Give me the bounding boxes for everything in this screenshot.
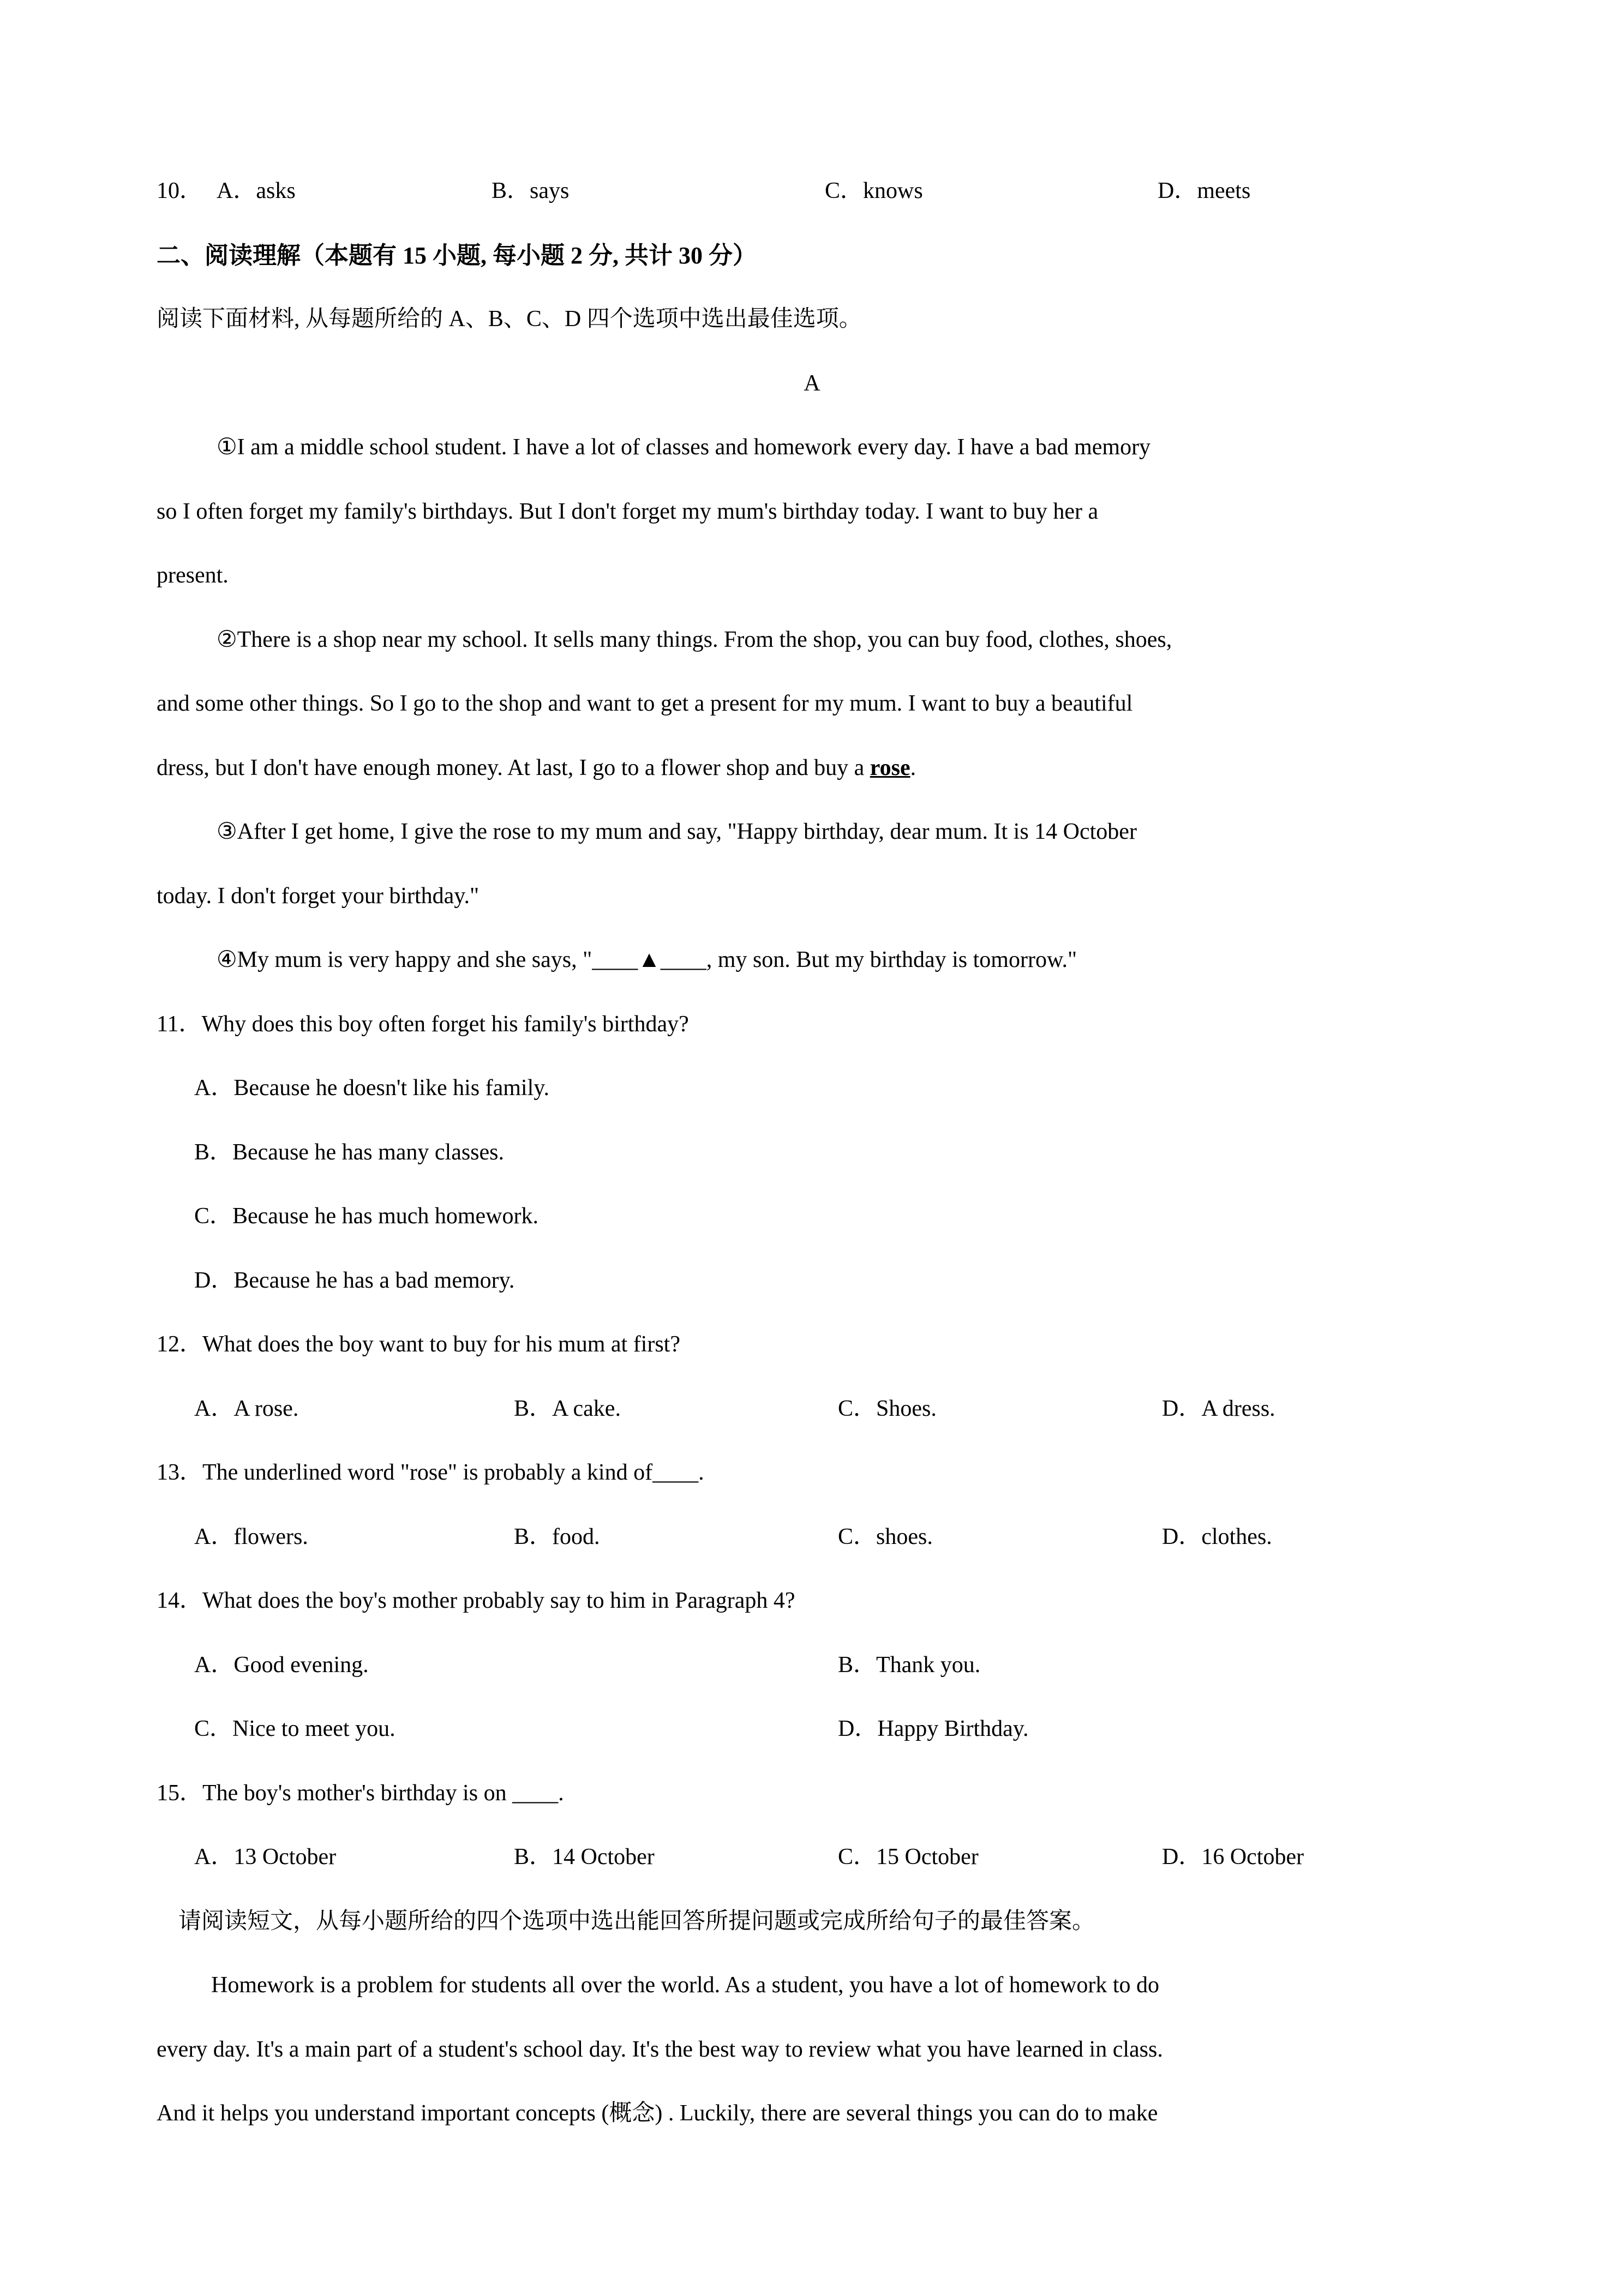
section-2b-instruction: 请阅读短文，从每小题所给的四个选项中选出能回答所提问题或完成所给句子的最佳答案。 (178, 1908, 1095, 1934)
passage-b-line-3: And it helps you understand important concepts (概念) . Luckily, there are several things you can do to make (157, 2101, 1158, 2126)
passage-a-paragraph-3-line-2: today. I don't forget your birthday." (157, 883, 480, 909)
section-2-heading: 二、阅读理解（本题有 15 小题, 每小题 2 分, 共计 30 分） (157, 242, 757, 269)
question-15-stem: 15．The boy's mother's birthday is on ____. (157, 1780, 564, 1806)
question-12-options-row (157, 1377, 1467, 1441)
question-10-option-d: D．meets (1158, 178, 1251, 203)
passage-b-line-1: Homework is a problem for students all over the world. As a student, you have a lot of homework to do (211, 1973, 1159, 1998)
question-12-option-d: D．A dress. (1162, 1396, 1275, 1421)
passage-a-paragraph-1-line-3: present. (157, 563, 229, 588)
question-10-option-b: B．says (492, 178, 570, 203)
question-13-options-row (157, 1505, 1467, 1570)
question-15-options-row (157, 1825, 1467, 1890)
question-11-option-b: B．Because he has many classes. (194, 1139, 505, 1165)
question-15-option-a: A．13 October (194, 1844, 337, 1870)
question-14-option-c: C．Nice to meet you. (194, 1716, 395, 1741)
question-11-stem: 11．Why does this boy often forget his family's birthday? (157, 1011, 689, 1037)
paragraph-2-line-3-text: dress, but I don't have enough money. At last, I go to a flower shop and buy a (157, 755, 870, 780)
passage-a-paragraph-2-line-2: and some other things. So I go to the shop and want to get a present for my mum. I want to buy a beautiful (157, 691, 1133, 716)
question-14-option-d: D．Happy Birthday. (838, 1716, 1029, 1741)
question-15-option-d: D．16 October (1162, 1844, 1304, 1870)
passage-a-paragraph-1-line-2: so I often forget my family's birthdays. But I don't forget my mum's birthday today. I want to buy her a (157, 498, 1099, 524)
paragraph-2-line-3-period: . (910, 755, 916, 780)
question-15-option-b: B．14 October (514, 1844, 655, 1870)
question-14-options-row-2 (157, 1697, 1467, 1762)
question-13-option-d: D．clothes. (1162, 1524, 1272, 1549)
passage-a-paragraph-3-line-1: ③After I get home, I give the rose to my mum and say, "Happy birthday, dear mum. It is 14 October (217, 819, 1137, 844)
passage-b-line-2: every day. It's a main part of a student's school day. It's the best way to review what you have learned in class. (157, 2036, 1163, 2062)
question-12-option-b: B．A cake. (514, 1396, 621, 1421)
question-10-option-c: C．knows (825, 178, 923, 203)
question-10-option-a: A．asks (217, 178, 296, 203)
question-11-option-a: A．Because he doesn't like his family. (194, 1075, 550, 1101)
question-11-option-d: D．Because he has a bad memory. (194, 1267, 515, 1293)
section-2-instruction: 阅读下面材料, 从每题所给的 A、B、C、D 四个选项中选出最佳选项。 (157, 306, 862, 332)
passage-a-paragraph-2-line-1: ②There is a shop near my school. It sells many things. From the shop, you can buy food, clothes, shoes, (217, 627, 1172, 652)
question-10-number: 10． (157, 178, 203, 203)
question-14-option-a: A．Good evening. (194, 1652, 369, 1678)
question-14-stem: 14．What does the boy's mother probably say to him in Paragraph 4? (157, 1588, 795, 1613)
question-13-stem: 13．The underlined word "rose" is probably a kind of____. (157, 1460, 704, 1485)
question-15-option-c: C．15 October (838, 1844, 979, 1870)
question-13-option-c: C．shoes. (838, 1524, 933, 1549)
question-12-option-a: A．A rose. (194, 1396, 299, 1421)
question-10-options-row (157, 159, 1467, 224)
question-13-option-a: A．flowers. (194, 1524, 308, 1549)
passage-a-paragraph-4: ④My mum is very happy and she says, "____▲____, my son. But my birthday is tomorrow." (217, 947, 1077, 972)
question-13-option-b: B．food. (514, 1524, 600, 1549)
question-12-option-c: C．Shoes. (838, 1396, 937, 1421)
passage-a-label: A (804, 370, 820, 396)
underlined-word-rose: rose (870, 755, 910, 780)
passage-a-paragraph-1-line-1: ①I am a middle school student. I have a lot of classes and homework every day. I have a bad memory (217, 435, 1151, 460)
question-14-option-b: B．Thank you. (838, 1652, 981, 1678)
question-14-options-row-1 (157, 1633, 1467, 1698)
question-12-stem: 12．What does the boy want to buy for his mum at first? (157, 1332, 680, 1357)
question-11-option-c: C．Because he has much homework. (194, 1204, 539, 1229)
passage-a-paragraph-2-line-3 (157, 736, 1467, 801)
